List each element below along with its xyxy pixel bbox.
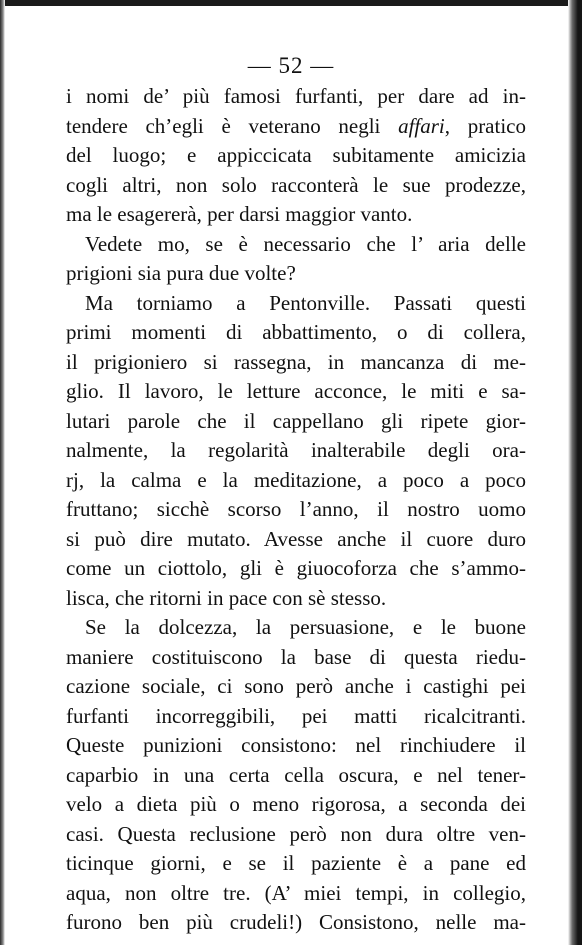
text-line-21: cazione sociale, ci sono però anche i castighi pei [66, 674, 526, 698]
text-line-20: maniere costituiscono la base di questa riedu- [66, 644, 526, 669]
text-line-22: furfanti incorreggibili, pei matti ricalcitranti. [66, 703, 526, 728]
text-line-12: lutari parole che il cappellano gli ripete gior- [66, 408, 526, 433]
text-line-7: prigioni sia pura due volte? [66, 261, 296, 285]
text-line-17: come un ciottolo, gli è giuocoforza che s’ammo- [66, 556, 526, 580]
text-line-2: tendere ch’egli è veterano negli affari, pratico [66, 113, 526, 138]
scan-left-edge [0, 0, 5, 945]
text-line-28: aqua, non oltre tre. (A’ miei tempi, in collegio, [66, 880, 526, 905]
text-line-14: rj, la calma e la meditazione, a poco a poco [66, 467, 526, 492]
text-line-3: del luogo; e appiccicata subitamente amicizia [66, 143, 526, 167]
text-line-13: nalmente, la regolarità inalterabile degli ora- [66, 438, 526, 462]
text-line-9: primi momenti di abbattimento, o di collera, [66, 320, 526, 344]
text-line-25: velo a dieta più o meno rigorosa, a seconda dei [66, 792, 526, 816]
page-number-header: — 52 — [247, 53, 335, 78]
text-line-18: lisca, che ritorni in pace con sè stesso. [66, 585, 387, 610]
scan-top-border [0, 0, 582, 6]
text-line-1: i nomi de’ più famosi furfanti, per dare ad in- [66, 84, 526, 108]
text-line-27: ticinque giorni, e se il paziente è a pane ed [66, 851, 526, 875]
text-line-29: furono ben più crudeli!) Consistono, nelle ma- [66, 910, 526, 934]
text-line-15: fruttano; sicchè scorso l’anno, il nostro uomo [66, 497, 526, 521]
text-line-4: cogli altri, non solo racconterà le sue prodezze, [66, 172, 526, 197]
text-line-10: il prigioniero si rassegna, in mancanza di me- [66, 349, 526, 374]
text-line-26: casi. Questa reclusione però non dura oltre ven- [66, 821, 526, 846]
italic-word: affari [398, 113, 445, 138]
text-line-6: Vedete mo, se è necessario che l’ aria delle [85, 231, 526, 256]
text-line-19: Se la dolcezza, la persuasione, e le buone [85, 615, 526, 639]
text-line-16: si può dire mutato. Avesse anche il cuore duro [66, 526, 526, 551]
scan-right-edge [568, 0, 582, 945]
text-line-8: Ma torniamo a Pentonville. Passati questi [85, 290, 526, 315]
body-text [66, 82, 526, 938]
text-line-11: glio. Il lavoro, le letture acconce, le miti e sa- [66, 379, 526, 403]
text-line-23: Queste punizioni consistono: nel rinchiudere il [66, 733, 526, 757]
text-line-24: caparbio in una certa cella oscura, e nel tener- [66, 762, 526, 787]
text-line-5: ma le esagererà, per darsi maggior vanto. [66, 202, 413, 226]
